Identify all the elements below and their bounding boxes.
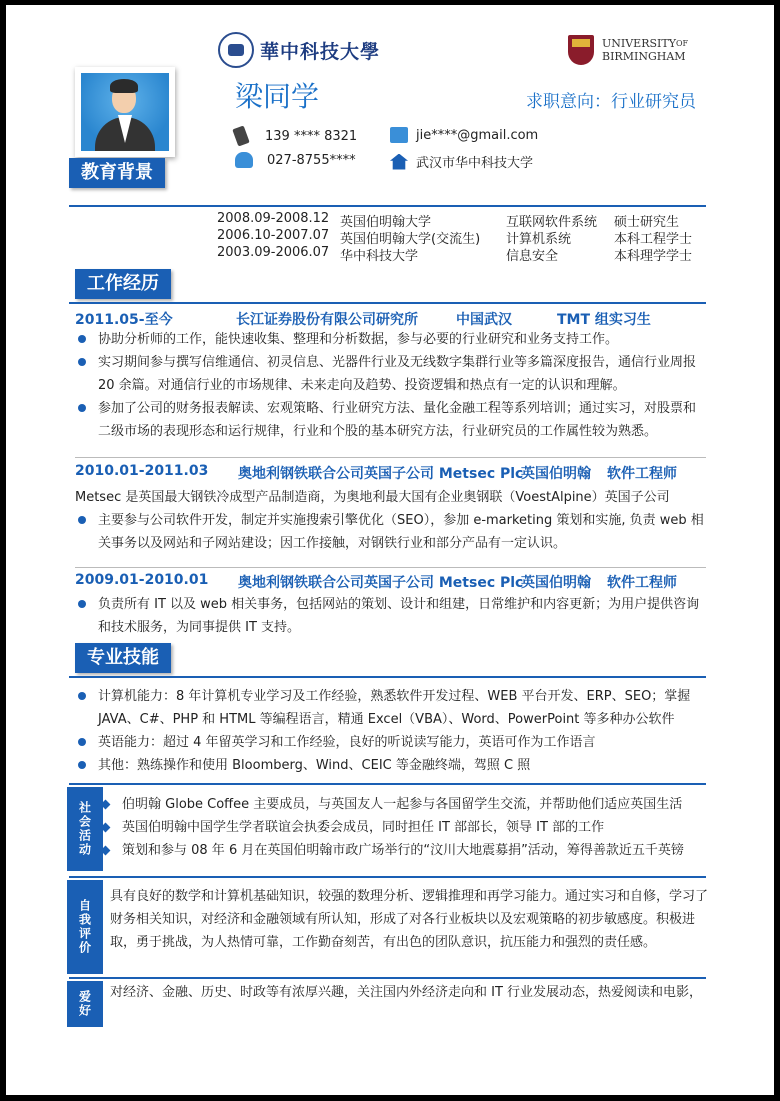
tel-contact: [235, 152, 356, 168]
job-divider: [75, 567, 706, 568]
education-divider: [69, 205, 706, 207]
candidate-name: 梁同学: [235, 80, 320, 113]
resume-page: [6, 5, 774, 1095]
edu-school: 英国伯明翰大学(交流生): [340, 232, 481, 247]
skill-item: 其他：熟练操作和使用 Bloomberg、Wind、CEIC 等金融终端，驾照 C 照: [98, 754, 708, 777]
job-role: TMT 组实习生: [557, 312, 651, 328]
job-company: 长江证券股份有限公司研究所: [236, 312, 418, 328]
self-eval-tab: 自我评价: [67, 880, 103, 974]
mail-icon: [390, 127, 408, 143]
edu-major: 信息安全: [506, 249, 559, 264]
job-role: 软件工程师: [607, 575, 677, 591]
self-eval-divider: [69, 876, 706, 878]
edu-major: 计算机系统: [506, 232, 572, 247]
bham-line2: BIRMINGHAM: [602, 50, 686, 63]
social-item: 策划和参与 08 年 6 月在英国伯明翰市政广场举行的“汶川大地震募捐”活动，筹得善款近五千英镑: [122, 839, 710, 862]
edu-date: 2006.10-2007.07: [217, 228, 330, 243]
education-heading: 教育背景: [69, 158, 165, 188]
avatar: [81, 73, 169, 151]
job-bullet: 实习期间参与撰写信维通信、初灵信息、光器件行业及无线数字集群行业等多篇深度报告，通信行业周报 20 余篇。对通信行业的市场规律、未来走向及趋势、投资逻辑和热点有一定的认识和理解。: [98, 351, 708, 397]
skill-item: 英语能力：超过 4 年留英学习和工作经验，良好的听说读写能力，英语可作为工作语言: [98, 731, 708, 754]
home-icon: [390, 154, 408, 170]
job-date: 2010.01-2011.03: [75, 463, 209, 479]
edu-degree: 本科理学学士: [614, 249, 693, 264]
edu-date: 2003.09-2006.07: [217, 245, 330, 260]
birmingham-logo: [568, 35, 688, 65]
job-role: 软件工程师: [607, 466, 677, 482]
job-divider: [75, 457, 706, 458]
job-location: 中国武汉: [456, 312, 512, 328]
edu-school: 华中科技大学: [340, 249, 419, 264]
edu-date: 2008.09-2008.12: [217, 211, 330, 226]
work-heading: 工作经历: [75, 269, 171, 299]
hust-logo: [218, 32, 380, 68]
social-item: 伯明翰 Globe Coffee 主要成员，与英国友人一起参与各国留学生交流，并帮助他们适应英国生活: [122, 793, 710, 816]
hobbies-text: 对经济、金融、历史、时政等有浓厚兴趣，关注国内外经济走向和 IT 行业发展动态，热爱阅读和电影，: [110, 985, 703, 1000]
job-location: 英国伯明翰: [521, 575, 591, 591]
hobbies-tab: 爱好: [67, 981, 103, 1027]
job-bullet: 协助分析师的工作，能快速收集、整理和分析数据，参与必要的行业研究和业务支持工作。: [98, 328, 708, 351]
social-tab: 社会活动: [67, 787, 103, 871]
social-divider: [69, 783, 706, 785]
mobile-phone-icon: [232, 125, 249, 146]
skills-divider: [69, 676, 706, 678]
birmingham-crest-icon: [568, 35, 594, 65]
job-bullet: 主要参与公司软件开发，制定并实施搜索引擎优化（SEO），参加 e-marketing 策划和实施, 负责 web 相关事务以及网站和子网站建设；因工作接触，对钢铁行业和部分产品有一定认识。: [98, 509, 708, 555]
address: 武汉市华中科技大学: [416, 156, 534, 171]
skills-heading: 专业技能: [75, 643, 171, 673]
email-contact: [390, 127, 538, 143]
job-company: 奥地利钢铁联合公司英国子公司 Metsec Plc: [238, 466, 524, 482]
tel-number: 027-8755****: [267, 152, 356, 168]
skill-item: 计算机能力：8 年计算机专业学习及工作经验，熟悉软件开发过程、WEB 平台开发、ERP、SEO；掌握 JAVA、C#、PHP 和 HTML 等编程语言，精通 Excel（VBA）、Word、PowerPoint 等多种办公软件: [98, 685, 708, 731]
bham-line1-suffix: OF: [675, 39, 689, 48]
edu-school: 英国伯明翰大学: [340, 215, 432, 230]
email-address: jie****@gmail.com: [416, 127, 539, 143]
social-item: 英国伯明翰中国学生学者联谊会执委会成员，同时担任 IT 部部长，领导 IT 部的工作: [122, 816, 710, 839]
work-divider: [69, 302, 706, 304]
edu-degree: 本科工程学士: [614, 232, 693, 247]
hobbies-divider: [69, 977, 706, 979]
bham-line1: UNIVERSITY: [602, 37, 676, 50]
job-location: 英国伯明翰: [521, 466, 591, 482]
profile-photo: [75, 67, 175, 157]
mobile-number: 139 **** 8321: [265, 128, 358, 144]
job-bullet: 负责所有 IT 以及 web 相关事务，包括网站的策划、设计和组建，日常维护和内容更新；为用户提供咨询和技术服务，为同事提供 IT 支持。: [98, 593, 708, 639]
edu-major: 互联网软件系统: [506, 215, 598, 230]
address-contact: [390, 152, 533, 171]
job-date: 2009.01-2010.01: [75, 572, 209, 588]
hust-name: 華中科技大學: [260, 40, 381, 63]
job-objective: 求职意向：行业研究员: [526, 92, 696, 112]
job-date: 2011.05-至今: [75, 312, 173, 328]
telephone-icon: [235, 152, 253, 168]
hust-emblem-icon: [218, 32, 254, 68]
job-company: 奥地利钢铁联合公司英国子公司 Metsec Plc: [238, 575, 524, 591]
edu-degree: 硕士研究生: [614, 215, 680, 230]
self-eval-text: 具有良好的数学和计算机基础知识，较强的数理分析、逻辑推理和再学习能力。通过实习和自修，学习了财务相关知识，对经济和金融领域有所认知，形成了对各行业板块以及宏观策略的初步敏感度。积极进取，勇于挑战，为人热情可靠，工作勤奋刻苦，有出色的团队意识，抗压能力和强烈的责任感。: [110, 889, 709, 950]
mobile-contact: [235, 127, 357, 145]
job-bullet: 参加了公司的财务报表解读、宏观策略、行业研究方法、量化金融工程等系列培训；通过实习，对股票和二级市场的表现形态和运行规律，行业和个股的基本研究方法，行业研究员的工作属性较为熟悉。: [98, 397, 708, 443]
job-intro: Metsec 是英国最大钢铁冷成型产品制造商，为奥地利最大国有企业奥钢联（VoestAlpine）英国子公司: [75, 490, 670, 505]
